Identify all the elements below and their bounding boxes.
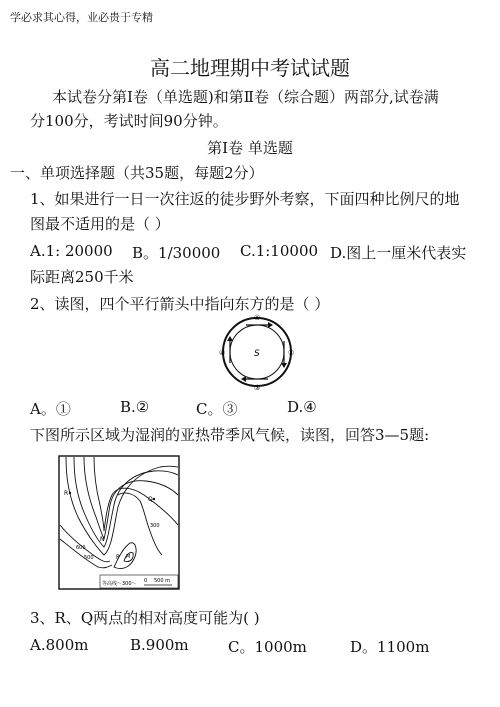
- arrow-label-3: ③: [254, 384, 261, 391]
- arrow-right-icon: [246, 322, 273, 328]
- q3-option-b: B.900m: [130, 636, 189, 654]
- page-title: 高二地理期中考试试题: [150, 56, 350, 80]
- passage: 下图所示区域为湿润的亚热带季风气候，读图，回答3—5题:: [30, 426, 430, 444]
- q3-option-c: C。1000m: [228, 638, 307, 656]
- q1-stem-line-1: 1、如果进行一日一次往返的徒步野外考察，下面四种比例尺的地: [30, 190, 460, 208]
- point-r-label: R: [64, 490, 69, 497]
- figure-center-label: S: [254, 349, 260, 359]
- q3-option-a: A.800m: [30, 636, 89, 654]
- q1-stem-line-2: 图最不适用的是（ ）: [30, 215, 170, 233]
- legend-scale-end: 500 m: [154, 578, 171, 584]
- contour-label-600: 600: [76, 545, 86, 551]
- q3-option-d: D。1100m: [350, 638, 430, 656]
- arrow-up-icon: [227, 336, 233, 363]
- q2-option-d: D.④: [287, 398, 317, 416]
- arrow-down-icon: [281, 341, 287, 368]
- q2-stem: 2、读图，四个平行箭头中指向东方的是（ ）: [30, 295, 330, 313]
- arrow-label-2: ②: [288, 349, 295, 357]
- q1-option-d-cont: 际距离250千米: [30, 268, 134, 286]
- q3-stem: 3、R、Q两点的相对高度可能为( ): [30, 609, 260, 627]
- q2-option-b: B.②: [120, 398, 150, 416]
- q1-option-b: B。1/30000: [132, 244, 221, 262]
- part1-heading: 第Ⅰ卷 单选题: [207, 139, 293, 157]
- header-note: 学必求其心得，业必贵于专精: [10, 11, 153, 24]
- contour-map: [58, 455, 180, 590]
- q2-figure: [218, 313, 296, 391]
- contour-label-300: 300: [150, 523, 160, 529]
- intro-line-2: 分100分，考试时间90分钟。: [30, 112, 228, 130]
- section1-heading: 一、单项选择题（共35题，每题2分）: [10, 164, 264, 182]
- legend-scale-start: 0: [144, 578, 148, 584]
- point-p-label: P: [116, 554, 120, 561]
- arrow-label-1: ①: [254, 314, 261, 322]
- q1-option-d: D.图上一厘米代表实: [330, 244, 467, 262]
- legend-contour-interval: 等高线～300～: [102, 581, 137, 587]
- q2-option-c: C。③: [196, 400, 238, 418]
- point-q-label: Q: [148, 496, 153, 503]
- arrow-label-4: ④: [219, 349, 226, 357]
- point-m-label: M: [126, 554, 131, 560]
- q1-option-a: A.1: 20000: [30, 242, 113, 260]
- q1-option-c: C.1:10000: [240, 242, 319, 260]
- intro-line-1: 本试卷分第Ⅰ卷（单选题)和第Ⅱ卷（综合题）两部分,试卷满: [52, 88, 439, 106]
- contour-label-500: 500: [84, 555, 94, 561]
- arrow-left-icon: [241, 376, 268, 382]
- q2-option-a: A。①: [30, 400, 71, 418]
- point-n-label: N: [100, 536, 105, 543]
